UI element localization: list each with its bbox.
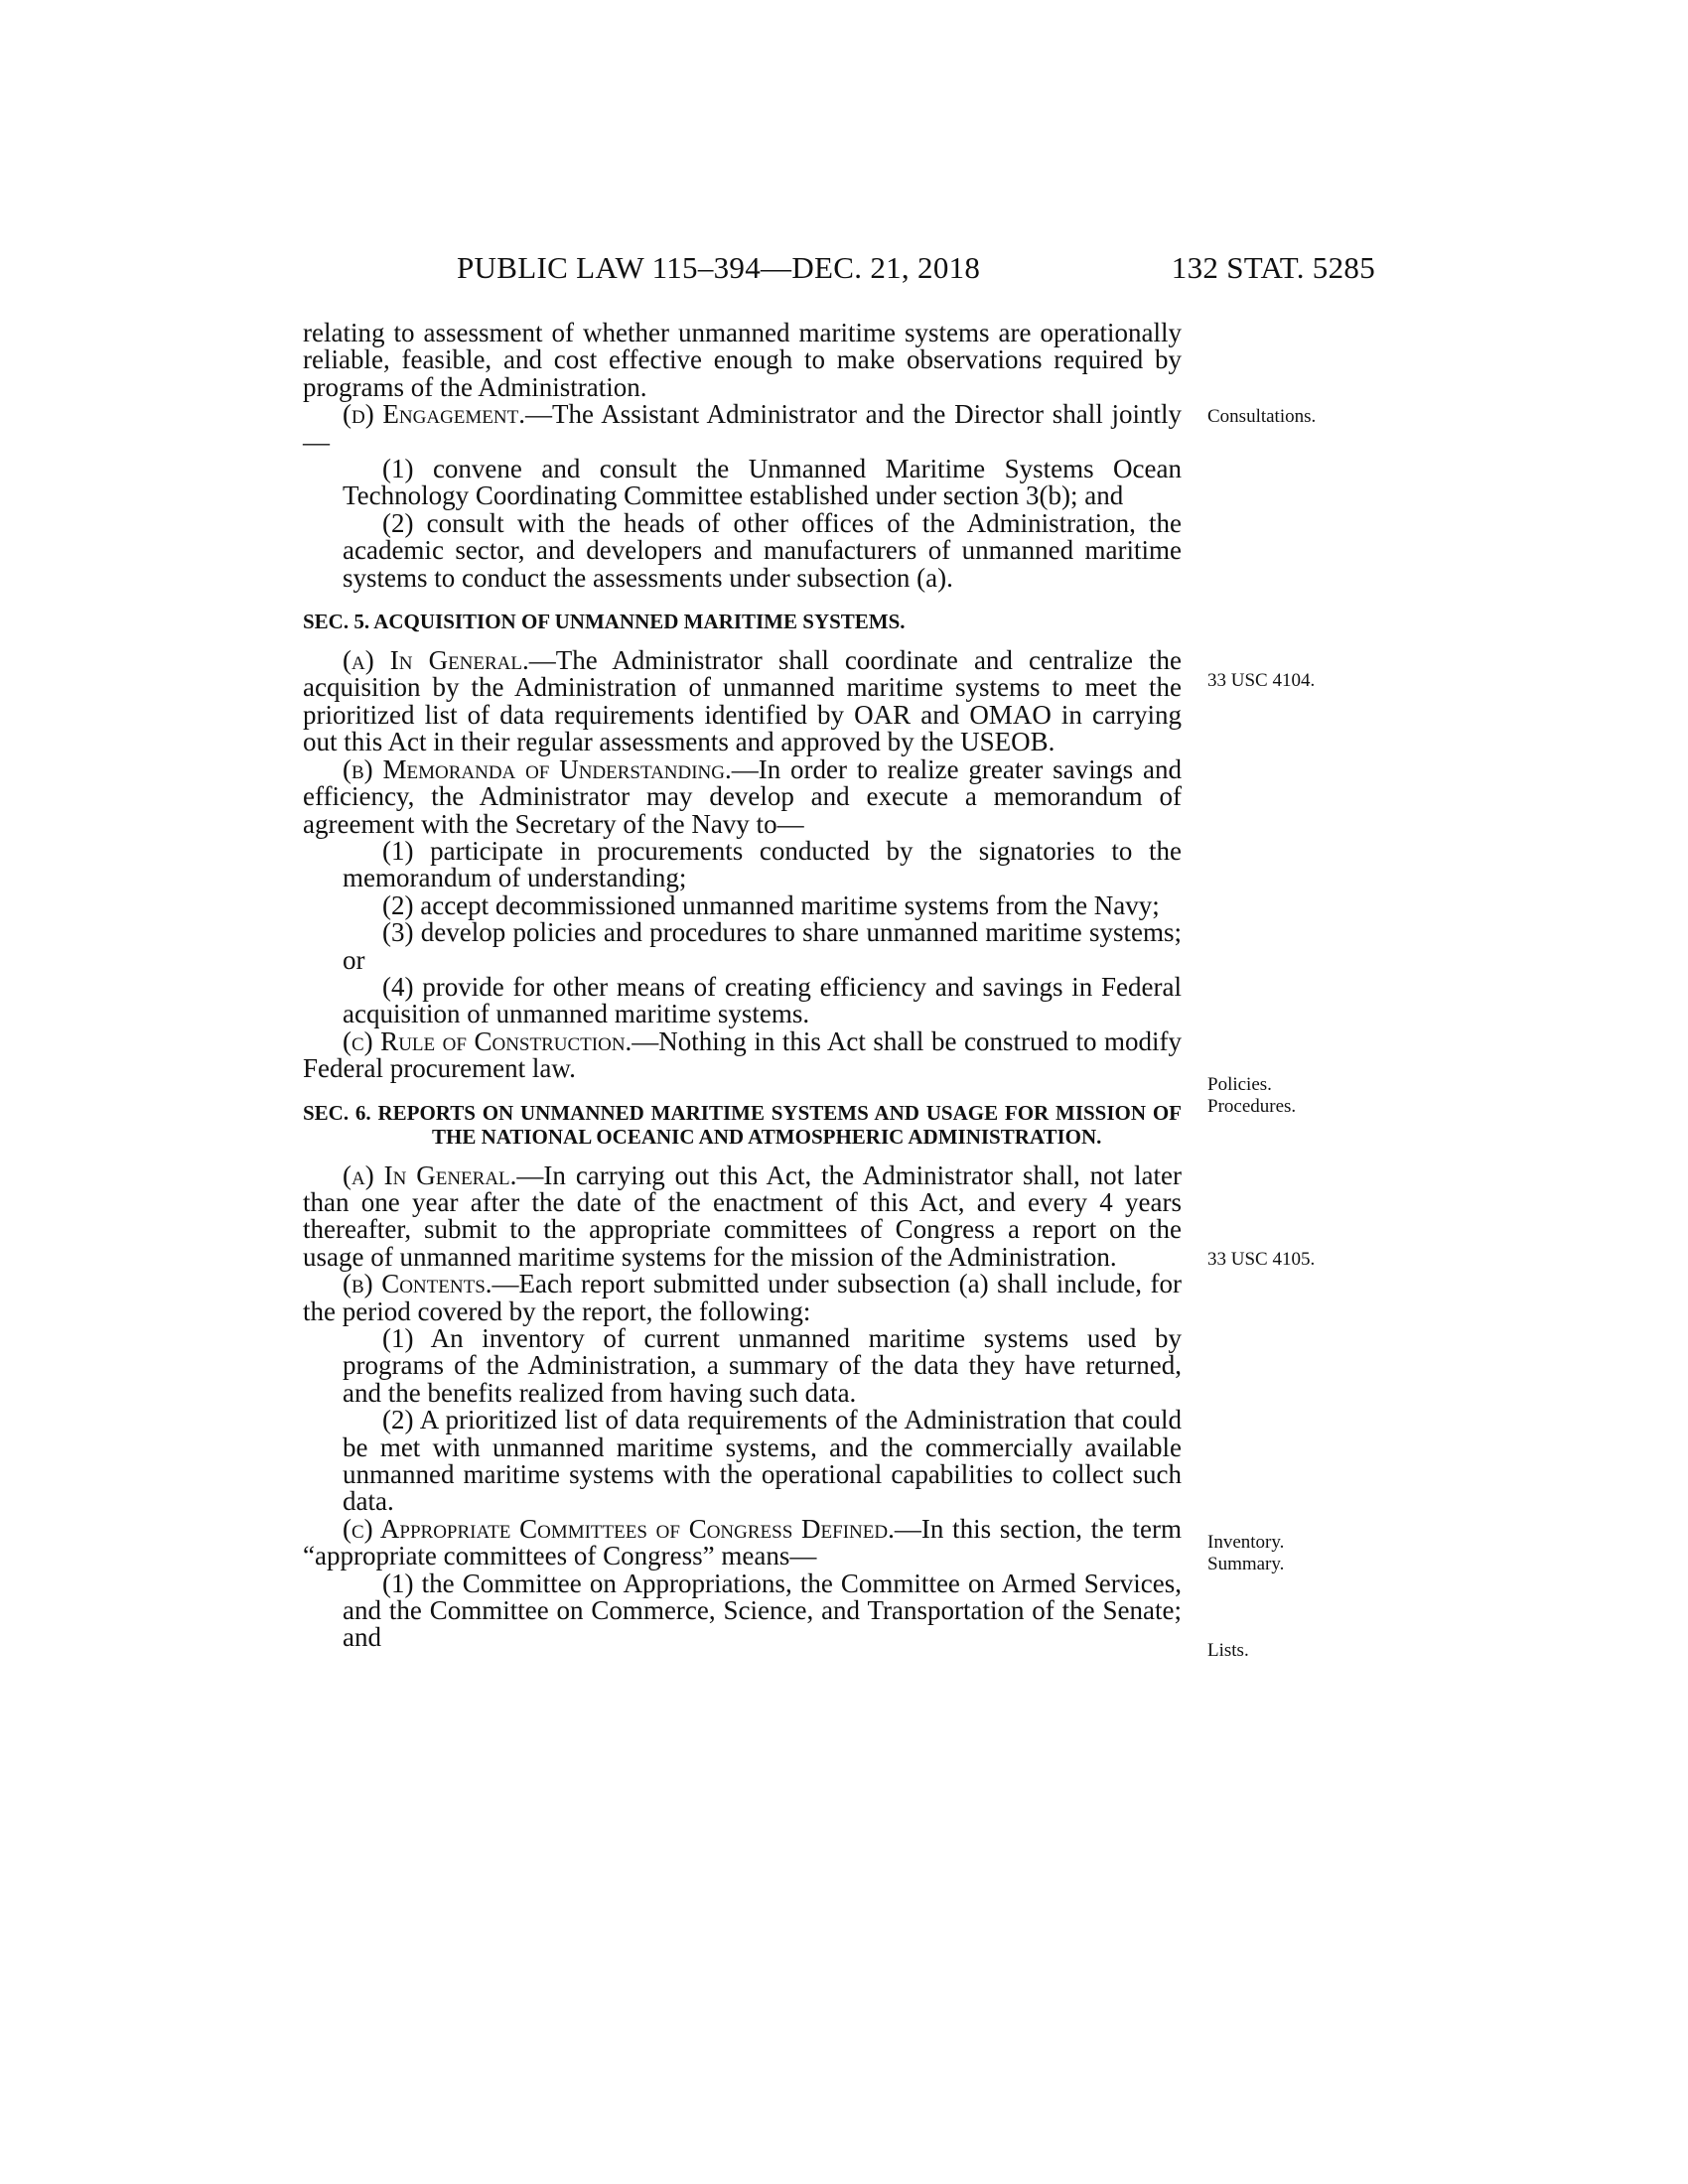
subsection-heading: (c) Appropriate Committees of Congress Defined. bbox=[343, 1513, 895, 1544]
subsection-heading: (a) In General. bbox=[343, 645, 529, 676]
subsection-heading: (d) Engagement. bbox=[343, 399, 525, 430]
margin-note-usc-4104: 33 USC 4104. bbox=[1207, 670, 1316, 691]
list-item: (1) An inventory of current unmanned maritime systems used by programs of the Administration, a summary of the data they have returned, and the benefits realized from having such data. bbox=[343, 1323, 1182, 1408]
subsection-text: —In carrying out this Act, the Administrator shall, not later than one year after the date of the enactment of this Act, and every 4 years thereafter, submit to the appropriate committees of Congress a report on the usage of unmanned maritime systems for the mission of the Administration. bbox=[303, 1160, 1182, 1272]
subsection-heading: (b) Memoranda of Understanding. bbox=[343, 753, 732, 784]
list-item: (1) the Committee on Appropriations, the Committee on Armed Services, and the Committee on Commerce, Science, and Transportation of the Senate; and bbox=[343, 1568, 1182, 1653]
list-item: (2) A prioritized list of data requirements of the Administration that could be met with unmanned maritime systems, and the commercially available unmanned maritime systems with the operational capabilities to collect such data. bbox=[343, 1405, 1182, 1517]
subsection-text: —The Administrator shall coordinate and centralize the acquisition by the Administration of unmanned maritime systems to meet the prioritized list of data requirements identified by OAR and OMAO in carrying out this Act in their regular assessments and approved by the USEOB. bbox=[303, 645, 1182, 757]
subsection-heading: (c) Rule of Construction. bbox=[343, 1025, 633, 1056]
margin-note-procedures: Procedures. bbox=[1207, 1096, 1297, 1117]
subsection-text: —Each report submitted under subsection (a) shall include, for the period covered by the report, the following: bbox=[303, 1269, 1182, 1326]
paragraph-committees-defined bbox=[303, 1513, 1183, 1571]
margin-note-usc-4105: 33 USC 4105. bbox=[1207, 1249, 1316, 1270]
paragraph-memoranda bbox=[303, 753, 1182, 839]
list-item: (1) participate in procurements conducted by the signatories to the memorandum of understanding; bbox=[343, 835, 1182, 893]
subsection-heading: (a) In General. bbox=[343, 1160, 517, 1190]
list-item: (4) provide for other means of creating efficiency and savings in Federal acquisition of unmanned maritime systems. bbox=[343, 971, 1182, 1029]
margin-note-consultations: Consultations. bbox=[1207, 406, 1317, 427]
subsection-text: —The Assistant Administrator and the Director shall jointly— bbox=[303, 399, 1183, 457]
header-page-number: 132 STAT. 5285 bbox=[1171, 250, 1375, 285]
paragraph-in-general bbox=[303, 1162, 1182, 1272]
margin-note-inventory: Inventory. bbox=[1207, 1532, 1285, 1553]
margin-note-policies: Policies. bbox=[1207, 1074, 1272, 1095]
paragraph-rule-of-construction bbox=[303, 1025, 1182, 1084]
margin-note-summary: Summary. bbox=[1207, 1554, 1285, 1574]
list-item: (2) consult with the heads of other offices of the Administration, the academic sector, and developers and manufacturers of unmanned maritime systems to conduct the assessments under subsection (a). bbox=[343, 507, 1182, 593]
section-6-title: SEC. 6. REPORTS ON UNMANNED MARITIME SYSTEMS AND USAGE FOR MISSION OF THE NATIONAL OCEANIC AND ATMOSPHERIC ADMINISTRATION. bbox=[303, 1100, 1182, 1149]
header-title: PUBLIC LAW 115–394—DEC. 21, 2018 bbox=[457, 250, 981, 285]
subsection-text: —Nothing in this Act shall be construed to modify Federal procurement law. bbox=[303, 1025, 1182, 1084]
document-body bbox=[303, 320, 1182, 1652]
subsection-heading: (b) Contents. bbox=[343, 1269, 492, 1299]
paragraph-engagement bbox=[303, 401, 1182, 456]
list-item: (2) accept decommissioned unmanned maritime systems from the Navy; bbox=[382, 889, 1160, 920]
list-item: (3) develop policies and procedures to share unmanned maritime systems; or bbox=[343, 917, 1182, 975]
paragraph-contents bbox=[303, 1271, 1182, 1325]
paragraph-continuation: relating to assessment of whether unmanned maritime systems are operationally reliable, feasible, and cost effective enough to make observations required by programs of the Administration. bbox=[303, 318, 1182, 402]
margin-note-lists: Lists. bbox=[1207, 1640, 1249, 1661]
paragraph-in-general bbox=[303, 647, 1182, 756]
list-item: (1) convene and consult the Unmanned Maritime Systems Ocean Technology Coordinating Committee established under section 3(b); and bbox=[343, 454, 1182, 511]
page-header bbox=[303, 250, 1375, 290]
section-5-title: SEC. 5. ACQUISITION OF UNMANNED MARITIME SYSTEMS. bbox=[303, 610, 906, 634]
subsection-text: —In order to realize greater savings and efficiency, the Administrator may develop and execute a memorandum of agreement with the Secretary of the Navy to— bbox=[303, 753, 1182, 839]
subsection-text: —In this section, the term “appropriate committees of Congress” means— bbox=[303, 1513, 1183, 1571]
